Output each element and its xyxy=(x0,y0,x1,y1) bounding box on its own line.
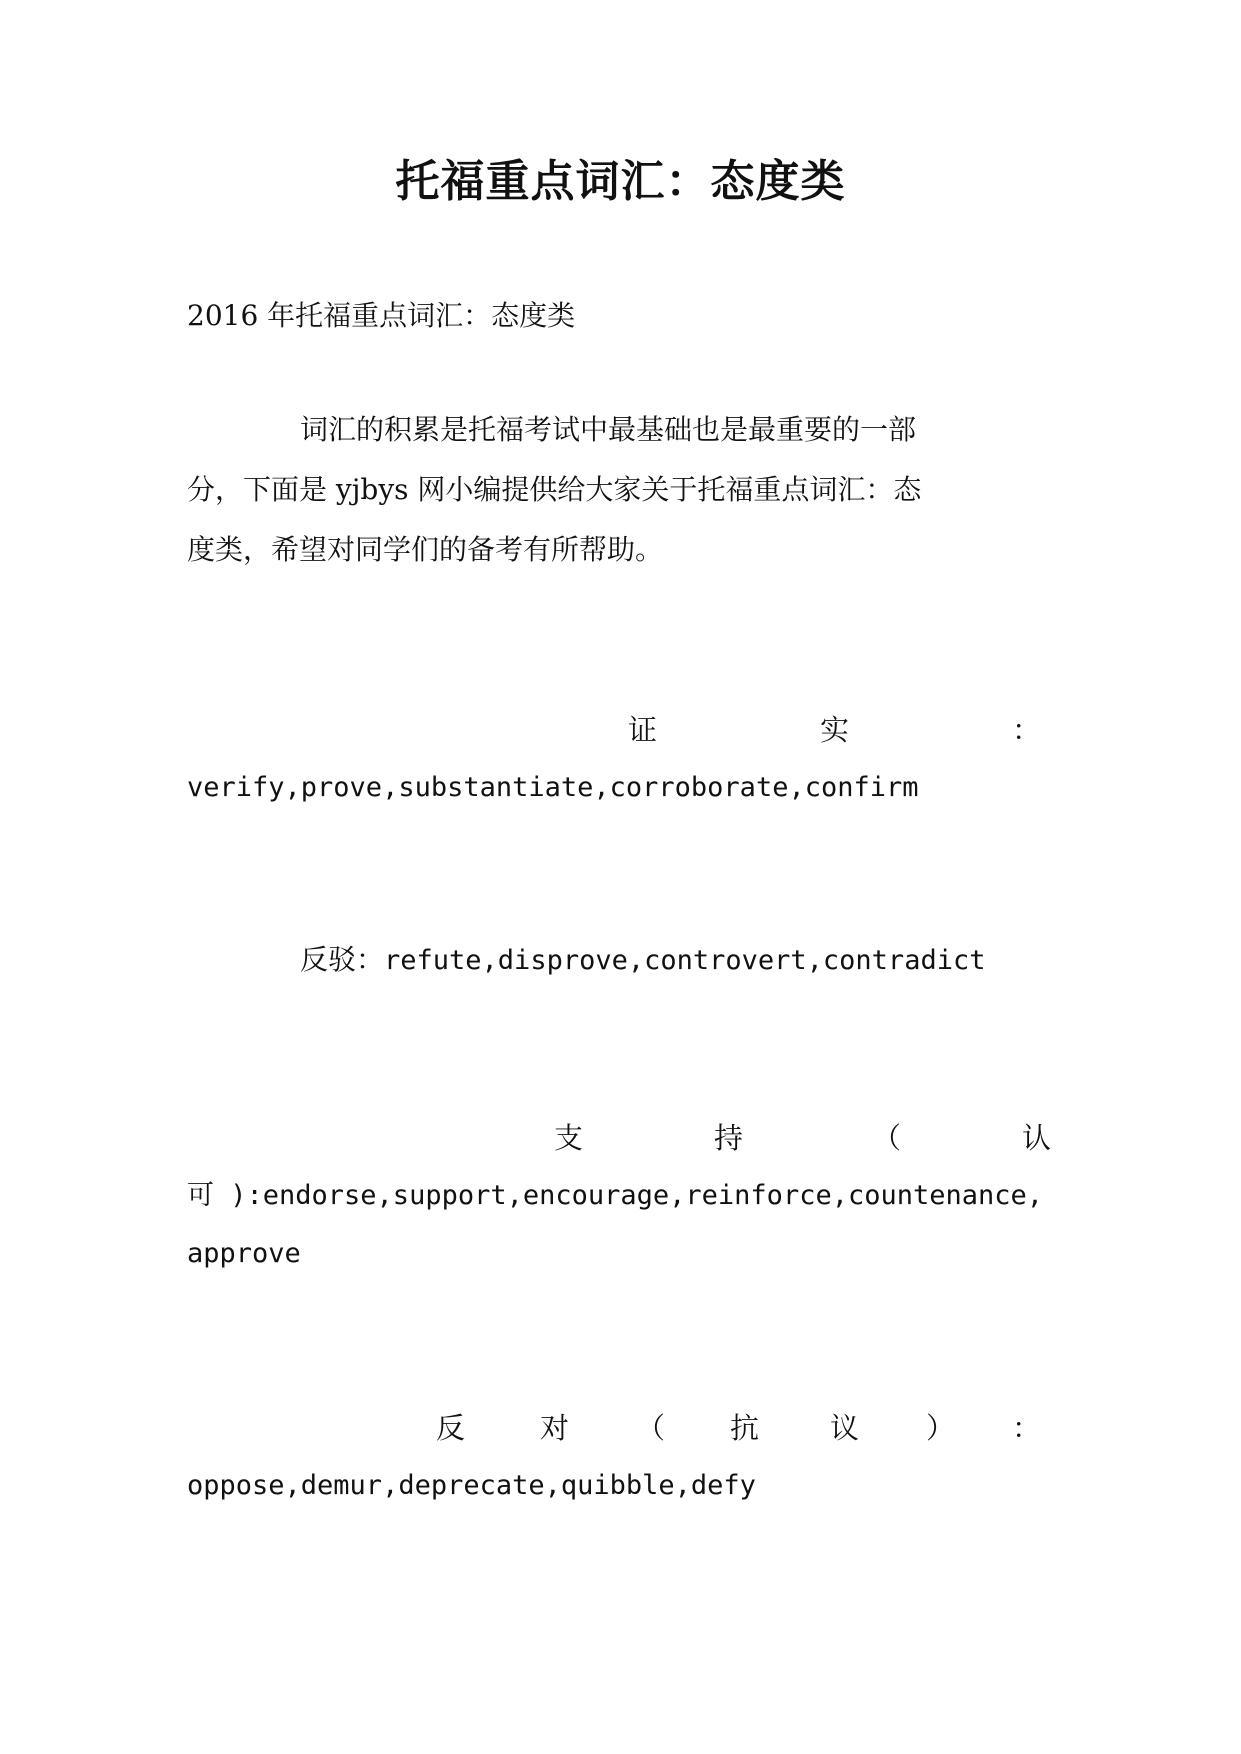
entry-4-label-char-1: 反 xyxy=(436,1411,466,1445)
entry-1-label-char-3: ： xyxy=(1012,713,1042,747)
intro-line-1: 词汇的积累是托福考试中最基础也是最重要的一部 xyxy=(300,413,917,446)
entry-2-line xyxy=(300,940,985,981)
entry-3-label-char-4: 认 xyxy=(1022,1121,1052,1155)
entry-4-label-char-2: 对 xyxy=(540,1411,570,1445)
document-subtitle: 2016 年托福重点词汇：态度类 xyxy=(187,299,576,332)
entry-4-label-char-5: 议 xyxy=(830,1411,860,1445)
document-title: 托福重点词汇：态度类 xyxy=(395,156,846,207)
entry-4-label-char-4: 抗 xyxy=(730,1411,760,1445)
entry-4-label-char-7: ： xyxy=(1012,1411,1042,1445)
entry-3-label-char-2: 持 xyxy=(714,1121,744,1155)
entry-2-words: refute,disprove,controvert,contradict xyxy=(384,945,986,976)
intro-line-3: 度类，希望对同学们的备考有所帮助。 xyxy=(187,533,664,566)
entry-1-label-char-2: 实 xyxy=(820,713,850,747)
entry-3-words-line-2: approve xyxy=(187,1238,301,1269)
entry-3-words-line-1: 可 ):endorse,support,encourage,reinforce,countenance, xyxy=(187,1180,1044,1211)
entry-1-words: verify,prove,substantiate,corroborate,confirm xyxy=(187,772,919,803)
entry-4-label-char-3: （ xyxy=(636,1411,666,1445)
entry-4-words: oppose,demur,deprecate,quibble,defy xyxy=(187,1470,756,1501)
entry-1-label-char-1: 证 xyxy=(628,713,658,747)
entry-4-label-char-6: ） xyxy=(926,1411,956,1445)
entry-3-label-char-1: 支 xyxy=(554,1121,584,1155)
entry-3-label-char-3: （ xyxy=(872,1121,902,1155)
entry-2-label: 反驳： xyxy=(300,943,385,976)
intro-line-2: 分，下面是 yjbys 网小编提供给大家关于托福重点词汇：态 xyxy=(187,473,922,506)
